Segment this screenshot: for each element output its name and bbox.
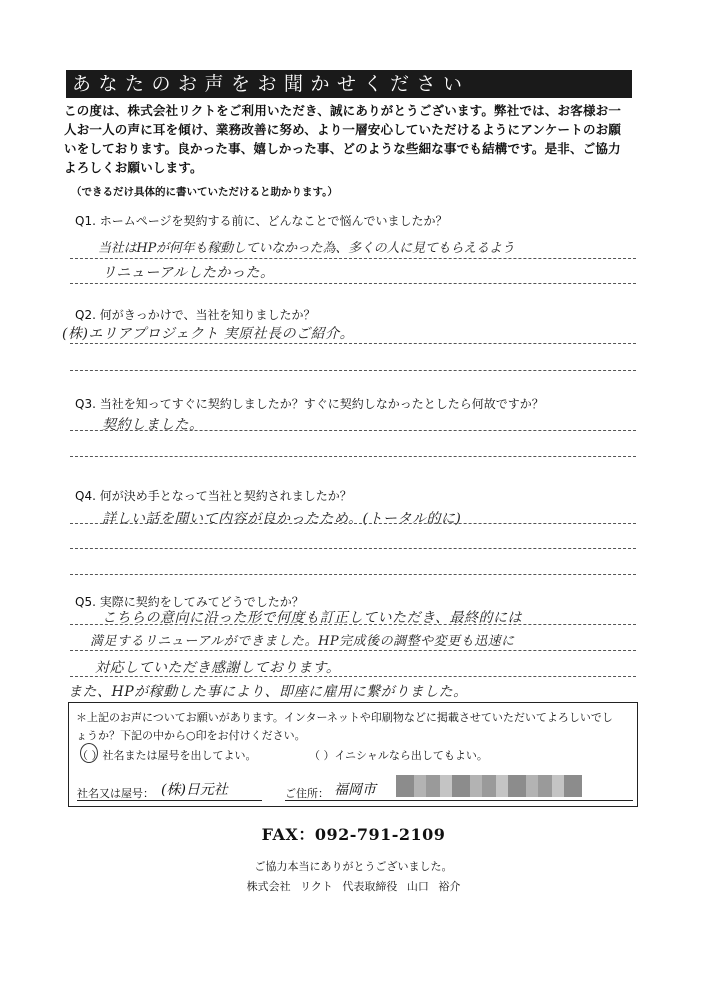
answer-2-line-1: (株)エリアプロジェクト 実原社長のご紹介。	[62, 326, 355, 342]
consent-line: ＊上記のお声についてお願いがあります。インターネットや印刷物などに掲載させていただいてよろしいでし	[76, 711, 613, 724]
answer-rule	[70, 548, 636, 549]
answer-5-line-3: 対応していただき感謝しております。	[95, 660, 341, 676]
answer-rule	[70, 430, 636, 431]
question-3-label: Q3. 当社を知ってすぐに契約しましたか？すぐに契約しなかったとしたら何故ですか？	[75, 397, 544, 411]
answer-5-line-1: こちらの意向に沿った形で何度も訂正していただき、最終的には	[102, 610, 522, 626]
intro-line: よろしくお願いします。	[64, 160, 203, 175]
question-1-label: Q1. ホームページを契約する前に、どんなことで悩んでいましたか？	[75, 214, 448, 228]
answer-3-line-1: 契約しました。	[102, 417, 204, 433]
answer-1-line-2: リニューアルしたかった。	[102, 265, 275, 281]
page-title: あなたのお声をお聞かせください	[66, 70, 632, 98]
answer-4-line-1: 詳しい話を聞いて内容が良かったため。(トータル的に)	[102, 511, 462, 527]
intro-text	[64, 101, 644, 177]
consent-line: ょうか？下記の中から○印をお付けください。	[76, 729, 306, 742]
question-4-label: Q4. 何が決め手となって当社と契約されましたか？	[75, 489, 352, 503]
company-name-underline	[77, 800, 262, 801]
question-5-label: Q5. 実際に契約をしてみてどうでしたか？	[75, 595, 304, 609]
company-name-value[interactable]: (株)日元社	[161, 782, 228, 798]
answer-rule	[70, 676, 636, 677]
option-initial[interactable]: （ ）イニシャルなら出してもよい。	[309, 749, 488, 762]
answer-rule	[70, 370, 636, 371]
intro-line: この度は、株式会社リクトをご利用いただき、誠にありがとうございます。弊社では、お客様お一	[64, 103, 622, 118]
address-underline	[285, 800, 633, 801]
answer-rule	[70, 523, 636, 524]
answer-rule	[70, 624, 636, 625]
redacted-address	[396, 775, 582, 797]
answer-rule	[70, 650, 636, 651]
intro-note: （できるだけ具体的に書いていただけると助かります。）	[71, 186, 338, 198]
company-name-label: 社名又は屋号：	[77, 787, 154, 800]
answer-rule	[70, 574, 636, 575]
answer-rule	[70, 258, 636, 259]
address-label: ご住所：	[285, 787, 329, 800]
address-value[interactable]: 福岡市	[334, 782, 376, 798]
company-signature: 株式会社 リクト 代表取締役 山口 裕介	[246, 880, 461, 893]
answer-5-line-4: また、HPが稼動した事により、即座に雇用に繋がりました。	[68, 684, 468, 700]
answer-rule	[70, 343, 636, 344]
answer-1-line-1: 当社はHPが何年も稼動していなかった為、多くの人に見てもらえるよう	[98, 241, 515, 256]
intro-line: いをしております。良かった事、嬉しかった事、どのような些細な事でも結構です。是非、ご協力	[64, 141, 621, 156]
thanks-text: ご協力本当にありがとうございました。	[254, 860, 453, 873]
option-company-name[interactable]: （ ）社名または屋号を出してよい。	[77, 749, 257, 762]
question-2-label: Q2. 何がきっかけで、当社を知りましたか？	[75, 308, 316, 322]
answer-rule	[70, 456, 636, 457]
consent-text	[76, 709, 631, 745]
fax-number: FAX：092-791-2109	[261, 825, 446, 844]
answer-rule	[70, 283, 636, 284]
answer-5-line-2: 満足するリニューアルができました。HP完成後の調整や変更も迅速に	[90, 634, 515, 649]
intro-line: 人お一人の声に耳を傾け、業務改善に努め、より一層安心していただけるようにアンケートのお願	[64, 122, 622, 137]
